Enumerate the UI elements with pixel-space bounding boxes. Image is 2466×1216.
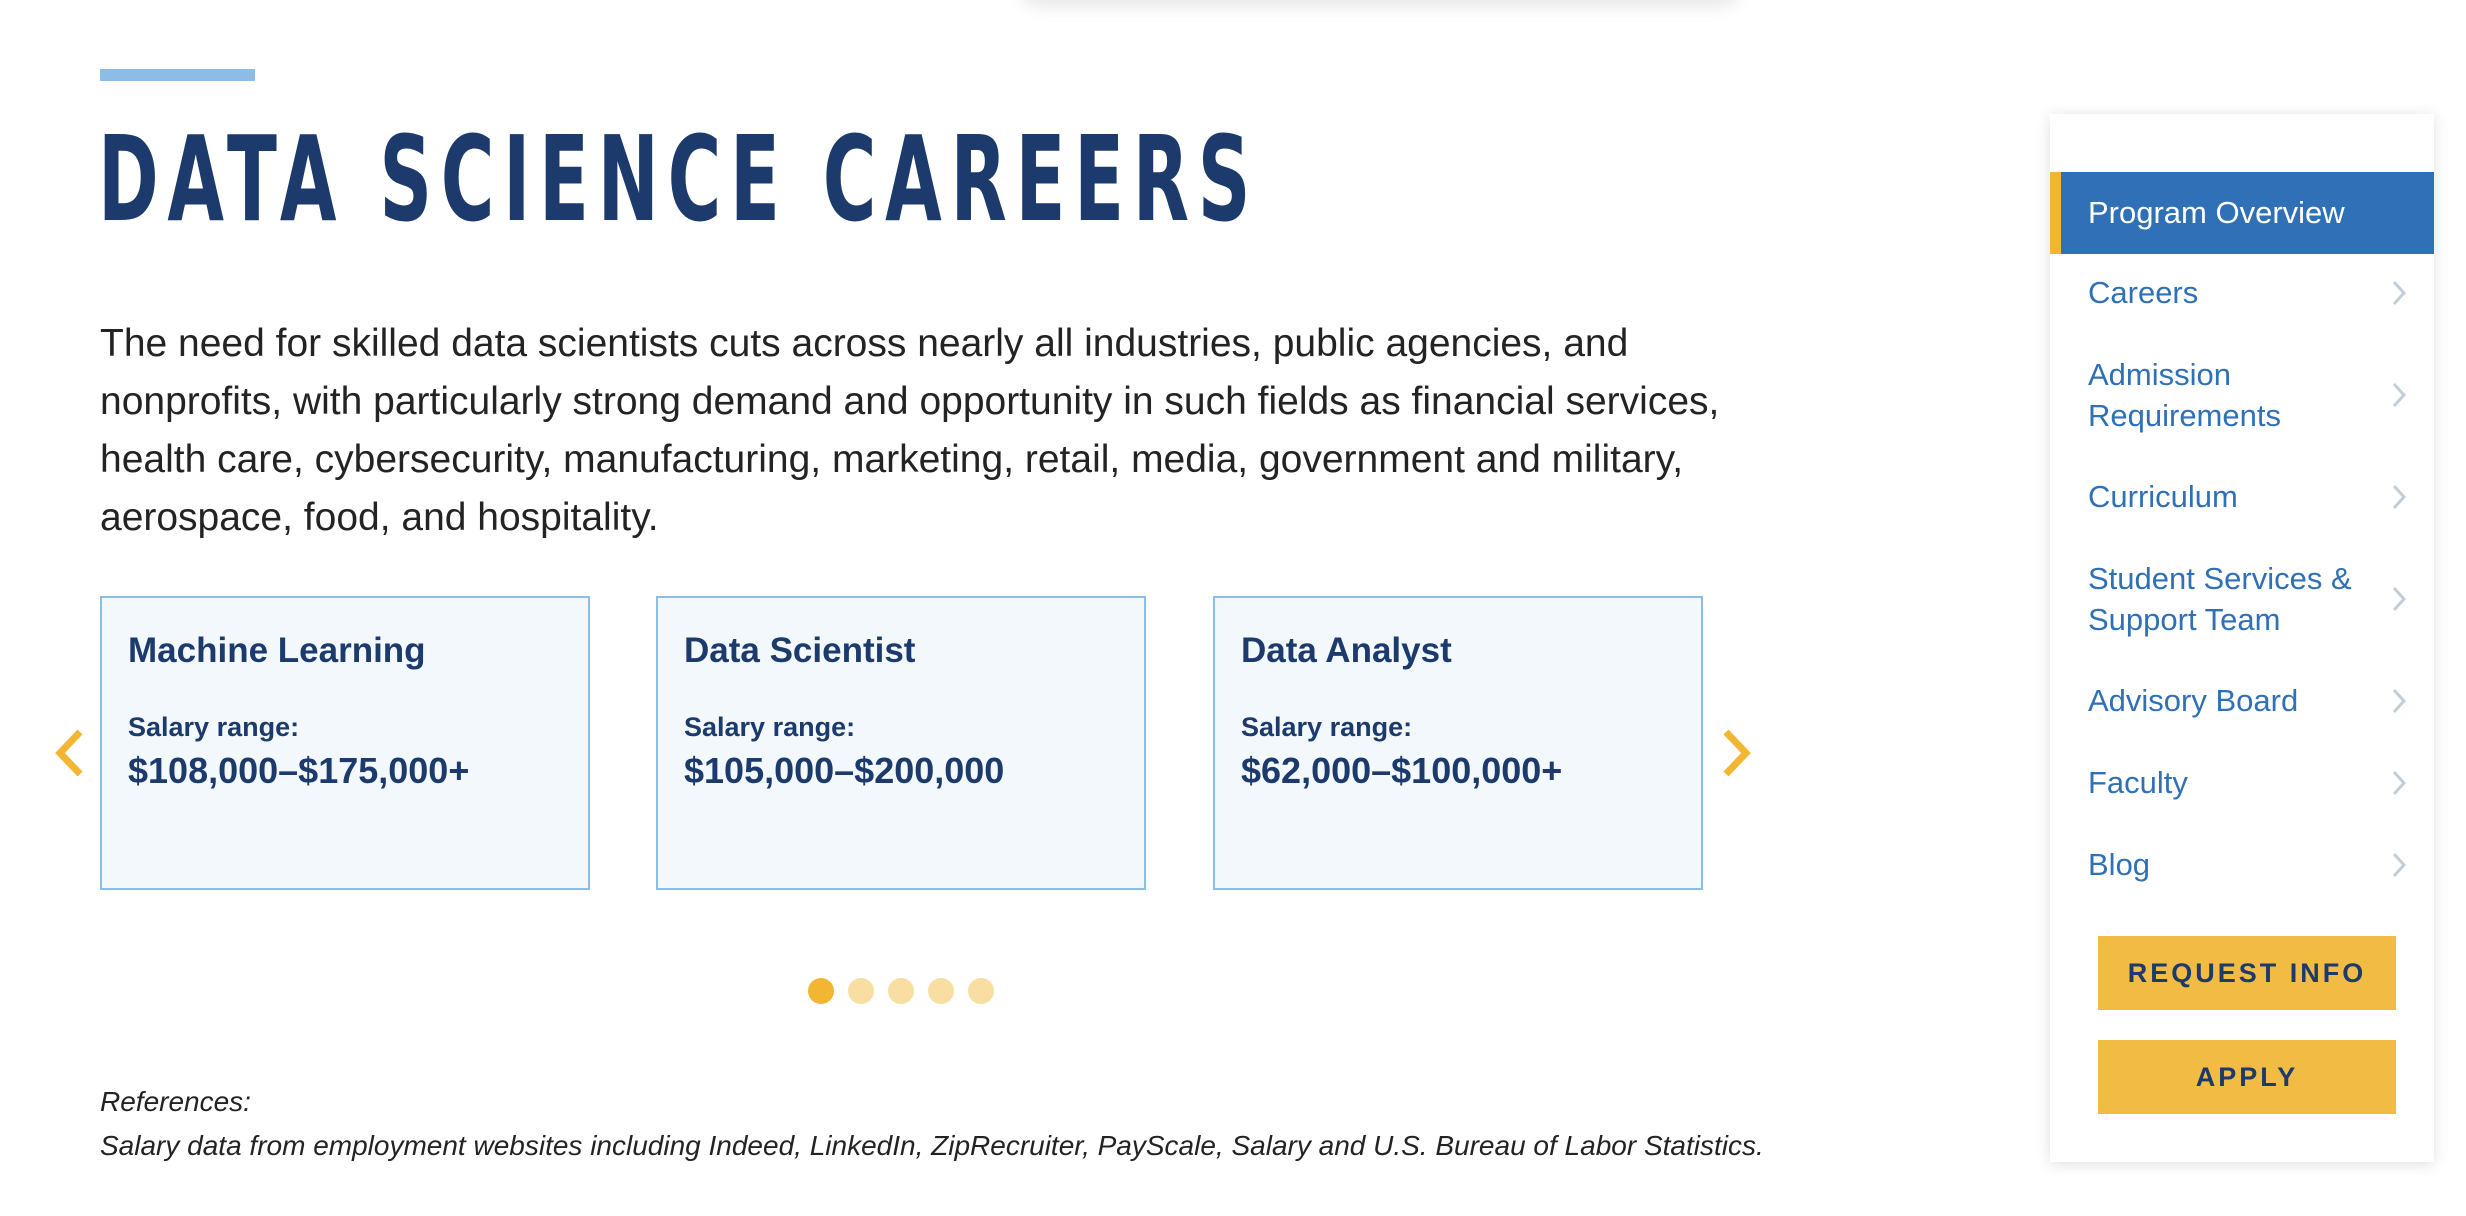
intro-paragraph: The need for skilled data scientists cuts across nearly all industries, public agencies, and nonprofits, with particularly strong demand and opportunity in such fields as financial services, health care, cybersecurity, manufacturing, marketing, retail, media, government and military, aerospace, food, and hospitality. [100,322,1720,539]
sidebar-item-careers[interactable] [2088,272,2408,313]
request-info-button[interactable] [2098,936,2396,1010]
request-info-label: REQUEST INFO [2127,957,2367,988]
sidebar-item-admission-requirements[interactable] [2088,354,2408,436]
sidebar-item-curriculum[interactable] [2088,476,2408,517]
sidebar-item-label: Blog [2088,847,2151,882]
carousel-dot[interactable] [808,978,834,1004]
sidebar-item-student-services[interactable] [2088,558,2408,640]
career-card [656,596,1146,890]
apply-label: APPLY [2195,1061,2299,1092]
carousel-next-button[interactable] [1706,720,1766,786]
carousel-dot[interactable] [968,978,994,1004]
salary-range-label: Salary range: [684,711,856,742]
sidebar-item-label: Admission Requirements [2088,357,2281,433]
chevron-right-icon [2390,278,2408,308]
chevron-right-icon [1718,726,1754,780]
chevron-right-icon [2390,482,2408,512]
chevron-right-icon [2390,380,2408,410]
career-card-title: Machine Learning [128,631,426,670]
chevron-left-icon [52,726,88,780]
chevron-right-icon [2390,686,2408,716]
sidebar-item-advisory-board[interactable] [2088,680,2408,721]
salary-range-label: Salary range: [128,711,300,742]
sidebar-item-label: Program Overview [2088,195,2345,230]
references-text: Salary data from employment websites including Indeed, LinkedIn, ZipRecruiter, PayScale, Salary and U.S. Bureau of Labor Statistics. [100,1130,1764,1161]
career-card [1213,596,1703,890]
sidebar-item-faculty[interactable] [2088,762,2408,803]
carousel-dot[interactable] [888,978,914,1004]
sidebar-item-blog[interactable] [2088,844,2408,885]
salary-range-value: $105,000–$200,000 [684,749,1005,791]
title-accent-bar [100,69,255,81]
chevron-right-icon [2390,768,2408,798]
carousel-pagination [808,978,994,1004]
carousel-dot[interactable] [928,978,954,1004]
chevron-right-icon [2390,584,2408,614]
sidebar-item-program-overview[interactable] [2050,172,2434,254]
sidebar-item-label: Careers [2088,275,2199,310]
career-card [100,596,590,890]
sidebar-nav [2050,114,2434,1162]
carousel-prev-button[interactable] [40,720,100,786]
sidebar-item-label: Faculty [2088,765,2188,800]
page-title: DATA SCIENCE CAREERS [98,110,1260,248]
career-card-title: Data Analyst [1241,631,1452,670]
salary-range-label: Salary range: [1241,711,1413,742]
salary-range-value: $108,000–$175,000+ [128,749,470,791]
sidebar-item-label: Advisory Board [2088,683,2299,718]
sidebar-item-label: Student Services & Support Team [2088,561,2352,637]
chevron-right-icon [2390,850,2408,880]
career-card-title: Data Scientist [684,631,916,670]
references-label: References: [100,1086,251,1117]
salary-range-value: $62,000–$100,000+ [1241,749,1563,791]
sidebar-item-label: Curriculum [2088,479,2238,514]
apply-button[interactable] [2098,1040,2396,1114]
carousel-dot[interactable] [848,978,874,1004]
